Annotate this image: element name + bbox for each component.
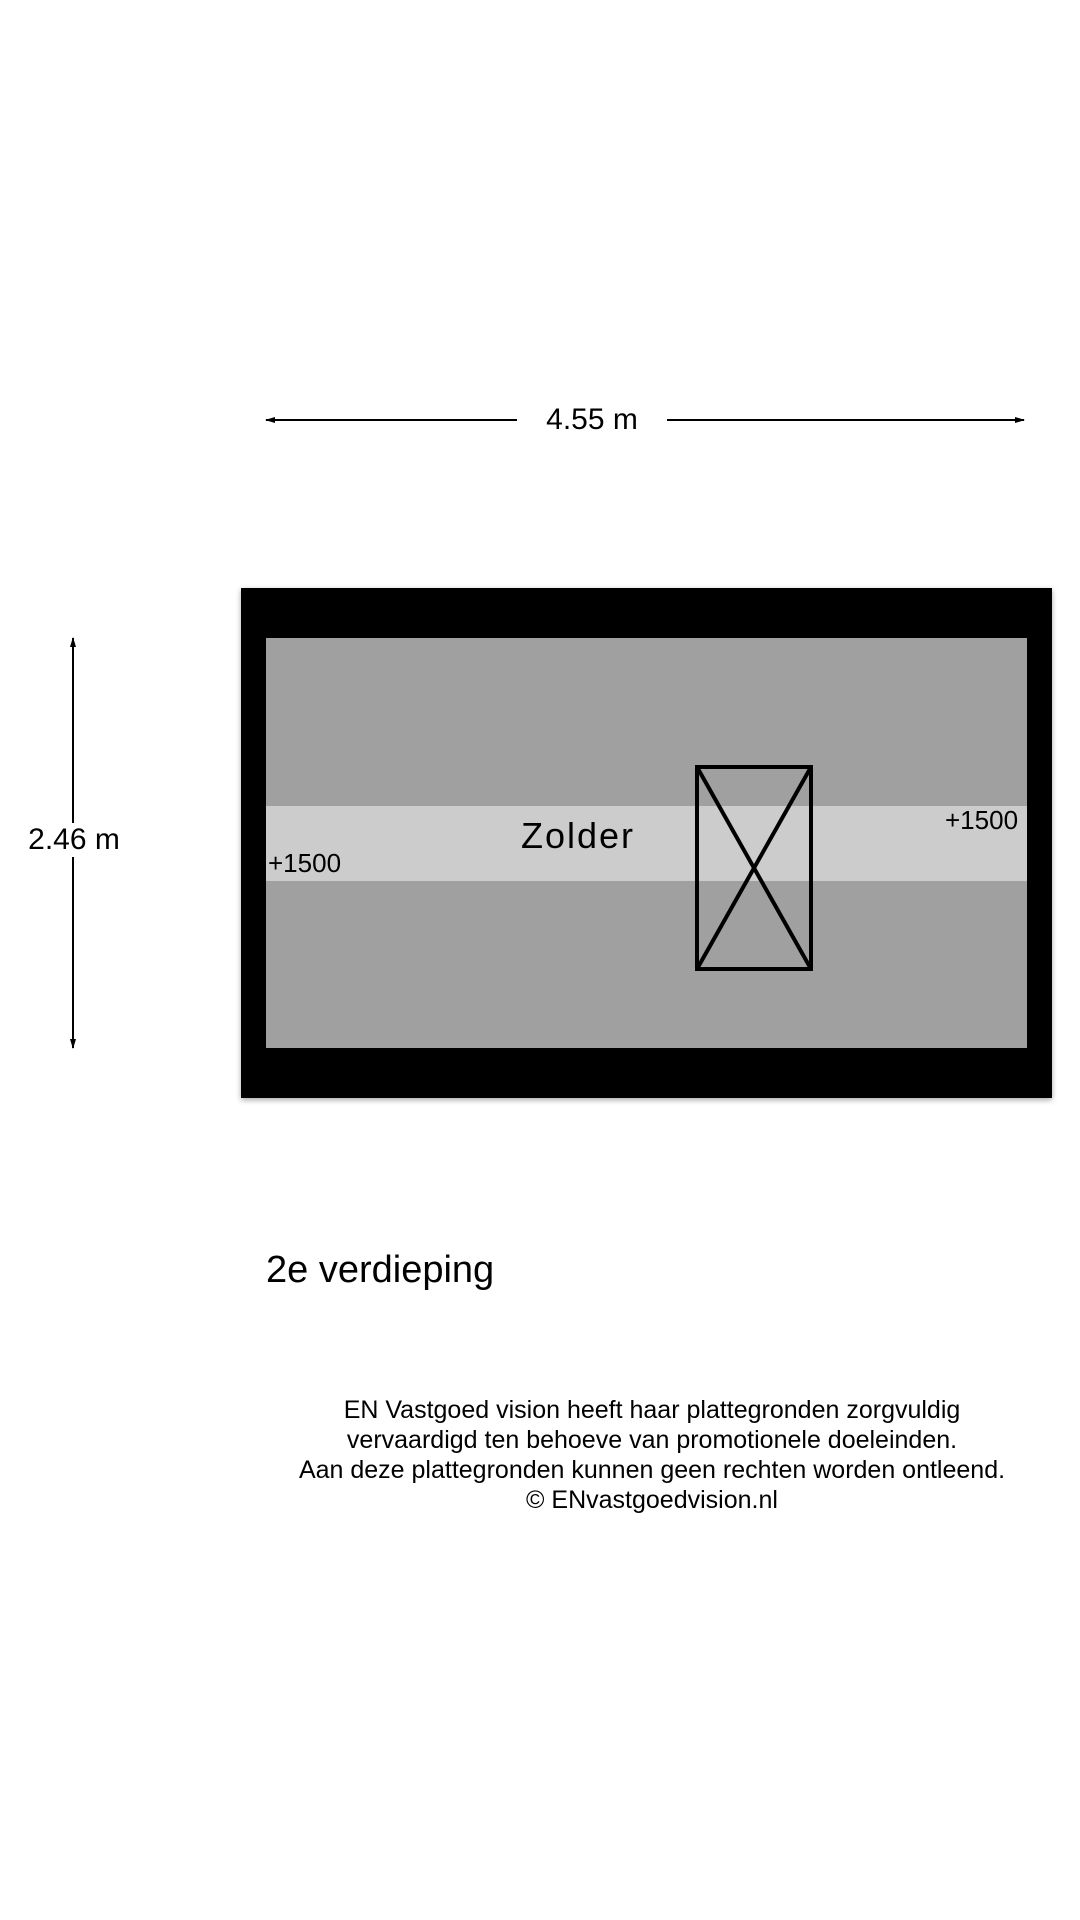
elevation-label-right: +1500 bbox=[945, 805, 1019, 835]
disclaimer-line: EN Vastgoed vision heeft haar plattegronden zorgvuldig bbox=[343, 1396, 961, 1424]
elevation-label-left: +1500 bbox=[268, 848, 342, 878]
dimension-height-label: 2.46 m bbox=[14, 823, 134, 857]
disclaimer-line: Aan deze plattegronden kunnen geen rechten worden ontleend. bbox=[298, 1456, 1006, 1484]
floor-title: 2e verdieping bbox=[266, 1249, 495, 1291]
copyright-line: © ENvastgoedvision.nl bbox=[526, 1486, 778, 1514]
disclaimer bbox=[242, 1395, 1062, 1515]
dimension-width-label: 4.55 m bbox=[517, 402, 667, 438]
disclaimer-line: vervaardigd ten behoeve van promotionele doeleinden. bbox=[346, 1426, 958, 1454]
room-name: Zolder bbox=[520, 815, 636, 856]
